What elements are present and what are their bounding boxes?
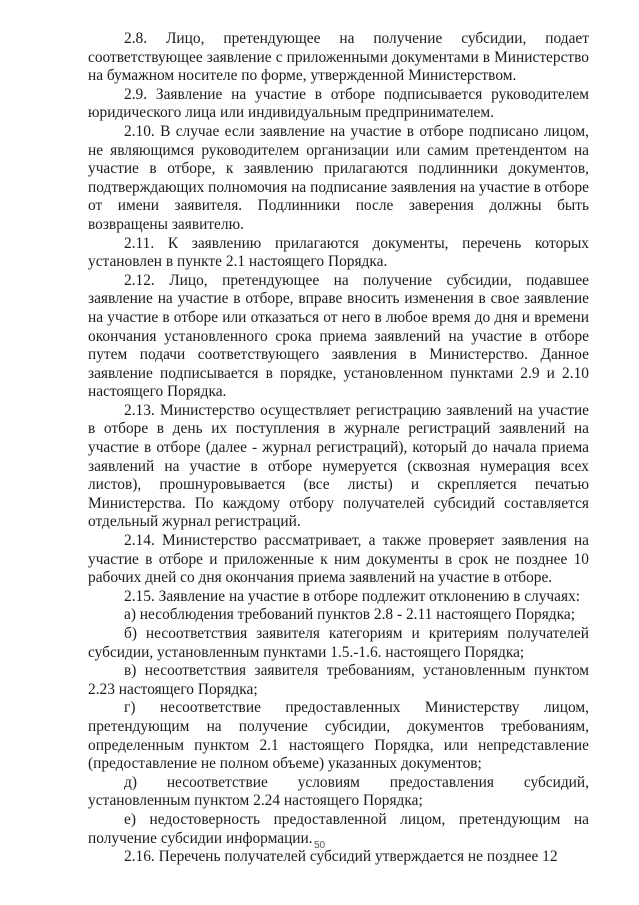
- paragraph-2-14: 2.14. Министерство рассматривает, а также проверяет заявления на участие в отборе и приложенные к ним документы в срок не позднее 10 рабочих дней со дня окончания приема заявлений на участие в отборе.: [88, 532, 589, 587]
- paragraph-2-11: 2.11. К заявлению прилагаются документы, перечень которых установлен в пункте 2.1 настоящего Порядка.: [88, 234, 589, 271]
- paragraph-2-8: 2.8. Лицо, претендующее на получение субсидии, подает соответствующее заявление с приложенными документами в Министерство на бумажном носителе по форме, утвержденной Министерством.: [88, 30, 589, 85]
- list-item-g: г) несоответствие предоставленных Министерству лицом, претендующим на получение субсидии, документов требованиям, определенным пунктом 2.1 настоящего Порядка, или непредставление (предоставление не полном объеме) указанных документов;: [88, 699, 589, 773]
- paragraph-2-16: 2.16. Перечень получателей субсидий утверждается не позднее 12: [124, 848, 558, 866]
- paragraph-2-12: 2.12. Лицо, претендующее на получение субсидии, подавшее заявление на участие в отборе, вправе вносить изменения в свое заявление на участие в отборе или отказаться от него в любое время до дня и времени окончания установленного срока приема заявлений на участие в отборе путем подачи соответствующего заявления в Министерство. Данное заявление подписывается в порядке, установленном пунктами 2.9 и 2.10 настоящего Порядка.: [88, 271, 589, 401]
- list-item-d: д) несоответствие условиям предоставления субсидий, установленным пунктом 2.24 настоящего Порядка;: [88, 773, 589, 810]
- list-item-a: а) несоблюдения требований пунктов 2.8 - 2.11 настоящего Порядка;: [124, 606, 575, 624]
- list-item-e: е) недостоверность предоставленной лицом, претендующим на получение субсидии информации.: [88, 810, 589, 847]
- paragraph-2-9: 2.9. Заявление на участие в отборе подписывается руководителем юридического лица или индивидуальным предпринимателем.: [88, 85, 589, 122]
- paragraph-2-10: 2.10. В случае если заявление на участие в отборе подписано лицом, не являющимся руководителем организации или самим претендентом на участие в отборе, к заявлению прилагаются подлинники документов, подтверждающих полномочия на подписание заявления на участие в отборе от имени заявителя. Подлинники после заверения должны быть возвращены заявителю.: [88, 122, 589, 233]
- list-item-b: б) несоответствия заявителя категориям и критериям получателей субсидии, установленным пунктами 1.5.-1.6. настоящего Порядка;: [88, 625, 589, 661]
- page-number: 50: [313, 840, 326, 851]
- paragraph-2-13: 2.13. Министерство осуществляет регистрацию заявлений на участие в отборе в день их поступления в журнале регистраций заявлений на участие в отборе (далее - журнал регистраций), который до начала приема заявлений на участие в отборе нумеруется (сквозная нумерация всех листов), прошнуровывается (все листы) и скрепляется печатью Министерства. По каждому отбору получателей субсидий составляется отдельный журнал регистраций.: [88, 401, 589, 531]
- list-item-v: в) несоответствия заявителя требованиям, установленным пунктом 2.23 настоящего Порядка;: [88, 662, 589, 698]
- paragraph-2-15: 2.15. Заявление на участие в отборе подлежит отклонению в случаях:: [124, 587, 581, 605]
- document-body: [88, 30, 589, 867]
